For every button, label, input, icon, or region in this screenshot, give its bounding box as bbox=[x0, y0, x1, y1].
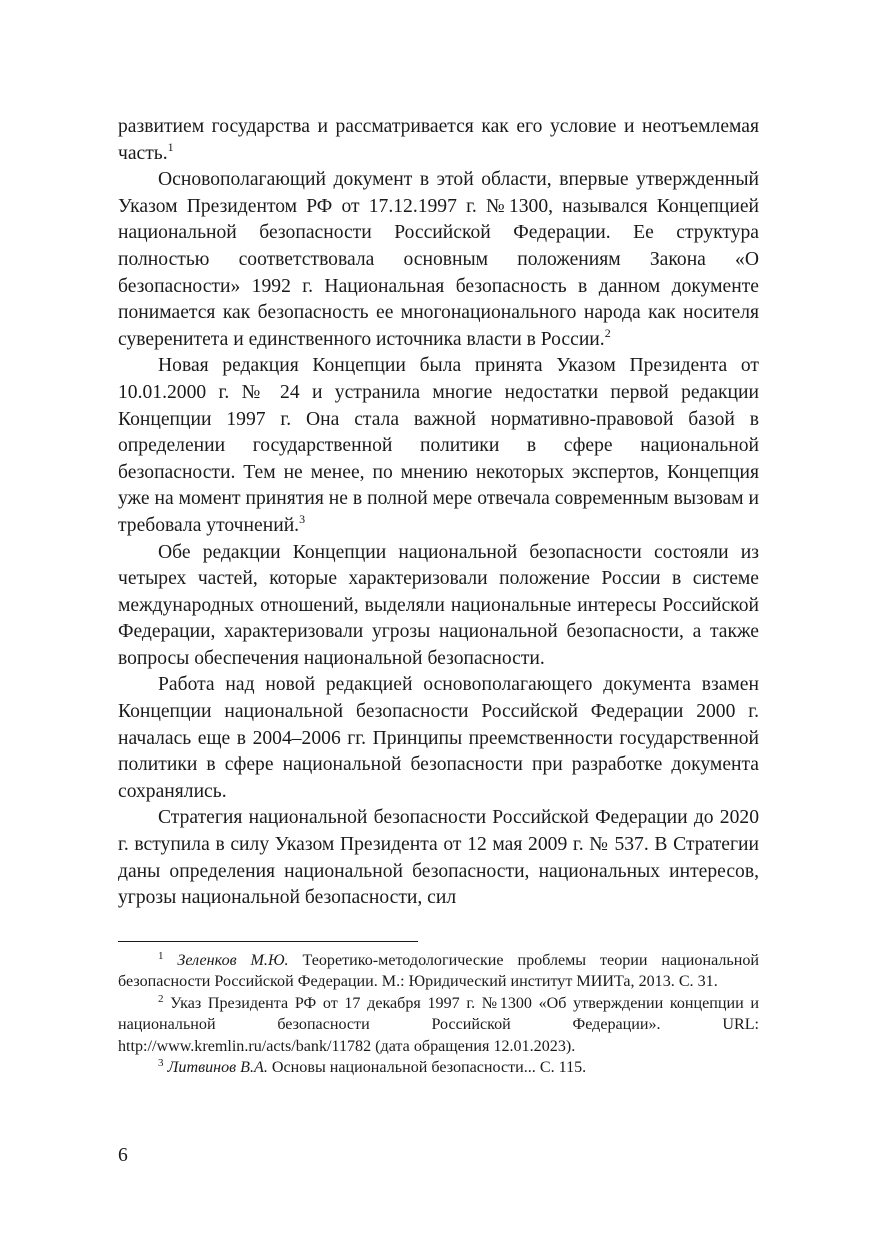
footnote-2 bbox=[118, 993, 759, 1057]
paragraph-5: Работа над новой редакцией основополагающего документа взамен Концепции национальной безопасности Российской Федерации 2000 г. началась еще в 2004–2006 гг. Принципы преемственности государственной политики в сфере национальной безопасности при разработке документа сохранялись. bbox=[118, 674, 759, 802]
footnote-number: 3 bbox=[158, 1057, 164, 1070]
paragraph-2 bbox=[118, 167, 759, 353]
footnote-number: 1 bbox=[158, 950, 164, 962]
footnote-3 bbox=[118, 1057, 759, 1078]
paragraph-text: Новая редакция Концепции была принята Указом Президента от 10.01.2000 г. № 24 и устранила многие недостатки первой редакции Концепции 1997 г. Она стала важной нормативно-правовой базой в определении государственной политики в сфере национальной безопасности. Тем не менее, по мнению некоторых экспертов, Концепция уже на момент принятия не в полной мере отвечала современным вызовам и требовала уточнений. bbox=[118, 355, 759, 536]
paragraph-4: Обе редакции Концепции национальной безопасности состояли из четырех частей, которые характеризовали положение России в системе международных отношений, выделяли национальные интересы Российской Федерации, характеризовали угрозы национальной безопасности, а также вопросы обеспечения национальной безопасности. bbox=[118, 541, 759, 669]
paragraph-1 bbox=[118, 114, 759, 167]
footnote-author: Зеленков М.Ю. bbox=[177, 952, 289, 969]
footnote-text: Теоретико-методологические проблемы теории национальной безопасности Российской Федерации. М.: Юридический институт МИИТа, 2013. С. 31. bbox=[118, 952, 759, 991]
paragraph-6: Стратегия национальной безопасности Российской Федерации до 2020 г. вступила в силу Указом Президента от 12 мая 2009 г. № 537. В Стратегии даны определения национальной безопасности, национальных интересов, угрозы национальной безопасности, сил bbox=[118, 807, 759, 909]
footnote-author: Литвинов В.А. bbox=[167, 1059, 268, 1077]
footnote-number: 2 bbox=[158, 992, 164, 1005]
main-text bbox=[118, 114, 759, 912]
footnote-separator bbox=[118, 941, 418, 942]
footnote-1 bbox=[118, 950, 759, 993]
footnote-text: Основы национальной безопасности... С. 115. bbox=[271, 1059, 587, 1077]
footnote-ref-3[interactable]: 3 bbox=[299, 511, 306, 526]
paragraph-3 bbox=[118, 353, 759, 539]
footnote-ref-2[interactable]: 2 bbox=[604, 325, 611, 340]
footnote-text: Указ Президента РФ от 17 декабря 1997 г. №1300 «Об утверждении концепции и национальной безопасности Российской Федерации». URL: http://www.kremlin.ru/acts/bank/11782 (дата обращения 12.01.2023). bbox=[118, 994, 759, 1055]
paragraph-text: Основополагающий документ в этой области, впервые утвержденный Указом Президентом РФ от 17.12.1997 г. №1300, назывался Концепцией национальной безопасности Российской Федерации. Ее структура полностью соответствовала основным положениям Закона «О безопасности» 1992 г. Национальная безопасность в данном документе понимается как безопасность ее многонационального народа как носителя суверенитета и единственного источника власти в России. bbox=[118, 169, 759, 350]
page-number: 6 bbox=[118, 1145, 128, 1166]
footnote-ref-1[interactable]: 1 bbox=[167, 139, 174, 154]
paragraph-text: развитием государства и рассматривается как его условие и неотъемлемая часть. bbox=[118, 116, 759, 164]
footnotes bbox=[118, 950, 759, 1078]
